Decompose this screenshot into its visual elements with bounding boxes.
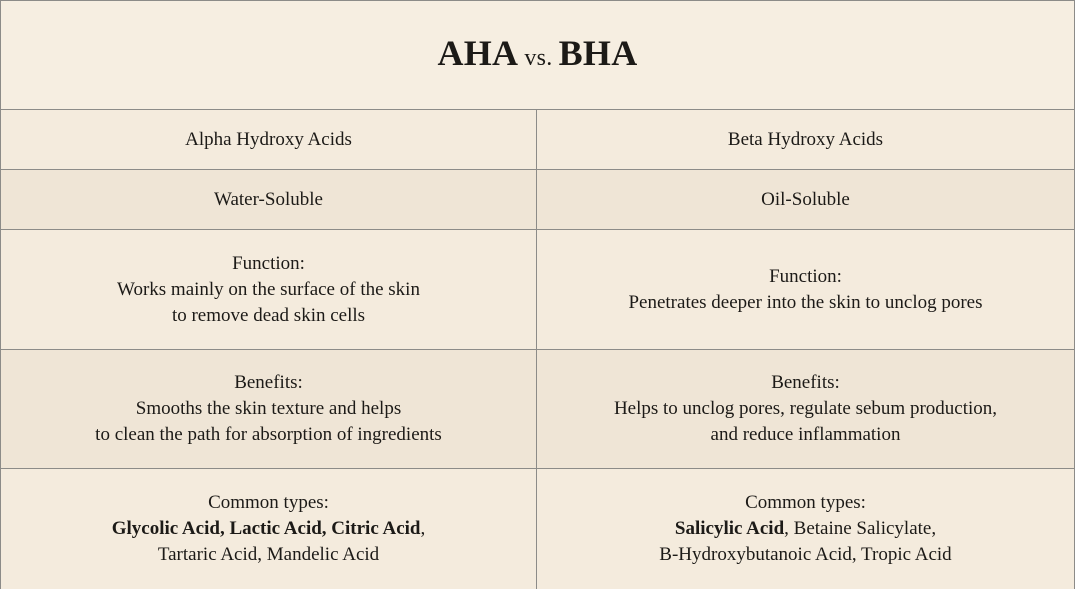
table-body xyxy=(1,110,1074,589)
aha-benefits-text-1: Smooths the skin texture and helps xyxy=(135,398,402,419)
aha-name-cell xyxy=(1,110,537,170)
bha-benefits-label: Benefits: xyxy=(771,372,840,393)
aha-function-text-2: to remove dead skin cells xyxy=(171,304,366,326)
aha-type-citric: Citric Acid xyxy=(331,518,421,539)
title-row xyxy=(1,1,1074,110)
page-title xyxy=(437,32,637,74)
aha-types-line-1 xyxy=(112,516,425,542)
bha-types-cell xyxy=(537,469,1074,589)
aha-function-cell xyxy=(1,230,537,350)
bha-type-salicylic: Salicylic Acid xyxy=(674,518,785,539)
title-aha: AHA xyxy=(437,33,519,73)
aha-benefits-cell xyxy=(1,350,537,469)
aha-function-text-1: Works mainly on the surface of the skin xyxy=(117,278,420,300)
aha-type-comma: , xyxy=(420,518,426,539)
title-vs: vs. xyxy=(524,45,553,71)
bha-types-line-2: B-Hydroxybutanoic Acid, Tropic Acid xyxy=(659,544,952,565)
bha-benefits-text-2: and reduce inflammation xyxy=(710,424,901,445)
aha-solubility: Water-Soluble xyxy=(214,188,323,210)
aha-types-label: Common types: xyxy=(208,492,329,513)
aha-type-lactic: Lactic Acid xyxy=(229,518,322,539)
bha-benefits-cell xyxy=(537,350,1074,469)
bha-function-label: Function: xyxy=(769,265,842,287)
aha-name: Alpha Hydroxy Acids xyxy=(185,128,352,150)
aha-types-line-2: Tartaric Acid, Mandelic Acid xyxy=(157,544,380,565)
aha-function-label: Function: xyxy=(232,252,305,274)
aha-solubility-cell xyxy=(1,170,537,230)
bha-types-line-1 xyxy=(675,516,936,542)
aha-types-cell xyxy=(1,469,537,589)
aha-type-glycolic: Glycolic Acid xyxy=(111,518,220,539)
aha-type-sep-2: , xyxy=(321,518,332,539)
bha-name-cell xyxy=(537,110,1074,170)
bha-benefits-text-1: Helps to unclog pores, regulate sebum production, xyxy=(613,398,998,419)
bha-function-text-1: Penetrates deeper into the skin to unclog pores xyxy=(628,291,983,313)
bha-solubility: Oil-Soluble xyxy=(761,188,850,210)
bha-types-label: Common types: xyxy=(745,492,866,513)
bha-function-cell xyxy=(537,230,1074,350)
bha-solubility-cell xyxy=(537,170,1074,230)
bha-types-rest-1: , Betaine Salicylate, xyxy=(784,518,937,539)
aha-benefits-text-2: to clean the path for absorption of ingredients xyxy=(95,424,442,445)
bha-name: Beta Hydroxy Acids xyxy=(727,128,884,150)
title-bha: BHA xyxy=(558,33,638,73)
aha-benefits-label: Benefits: xyxy=(234,372,303,393)
aha-type-sep-1: , xyxy=(219,518,230,539)
